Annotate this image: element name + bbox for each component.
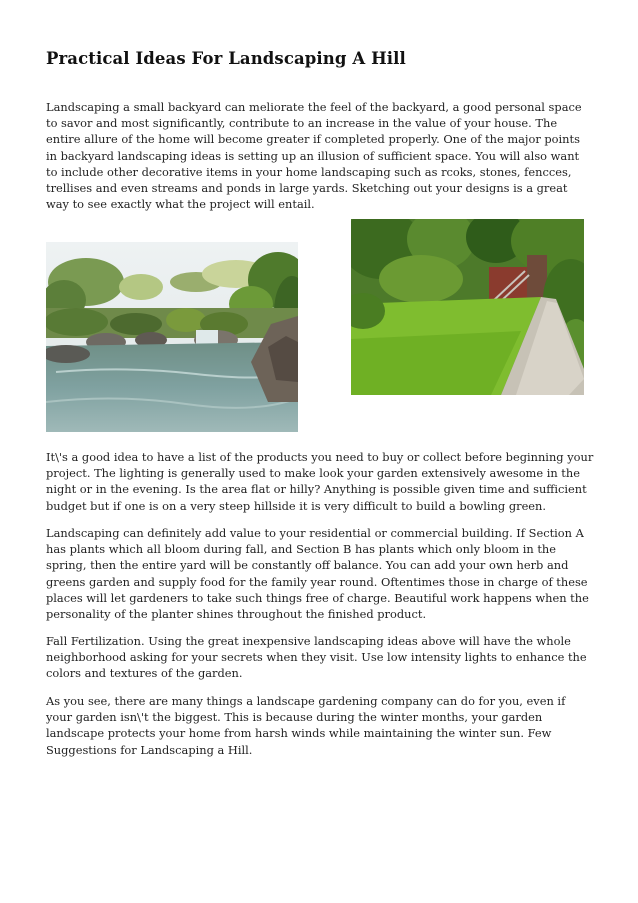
- garden-lawn-photo: [351, 219, 584, 395]
- paragraph-conclusion: As you see, there are many things a landscape gardening company can do for you, even if your garden isn\'t the biggest. This is because during the winter months, your garden landscape protects your home from harsh winds while maintaining the winter sun. Few Suggestions for Landscaping a Hill.: [46, 694, 566, 757]
- paragraph-intro: Landscaping a small backyard can meliorate the feel of the backyard, a good personal space to savor and most significantly, contribute to an increase in the value of your house. The entire allure of the home will become greater if completed properly. One of the major points in backyard landscaping ideas is setting up an illusion of sufficient space. You will also want to include other decorative items in your home landscaping such as rcoks, stones, fencces, trellises and even streams and ponds in large yards. Sketching out your designs is a great way to see exactly what the project will entail.: [46, 100, 582, 212]
- paragraph-value: Landscaping can definitely add value to your residential or commercial building. If Section A has plants which all bloom during fall, and Section B has plants which only bloom in the spring, then the entire yard will be constantly off balance. You can add your own herb and greens garden and supply food for the family year round. Oftentimes those in charge of these places will let gardeners to take such things free of charge. Beautiful work happens when the personality of the planter shines throughout the finished product.: [46, 526, 589, 622]
- paragraph-products: It\'s a good idea to have a list of the products you need to buy or collect before beginning your project. The lighting is generally used to make look your garden extensively awesome in the night or in the evening. Is the area flat or hilly? Anything is possible given time and sufficient budget but if one is on a very steep hillside it is very difficult to build a bowling green.: [46, 450, 594, 513]
- page-title: Practical Ideas For Landscaping A Hill: [46, 49, 406, 68]
- garden-pond-photo: [46, 242, 298, 432]
- paragraph-fertilization: Fall Fertilization. Using the great inexpensive landscaping ideas above will have the whole neighborhood asking for your secrets when they visit. Use low intensity lights to enhance the colors and textures of the garden.: [46, 634, 587, 681]
